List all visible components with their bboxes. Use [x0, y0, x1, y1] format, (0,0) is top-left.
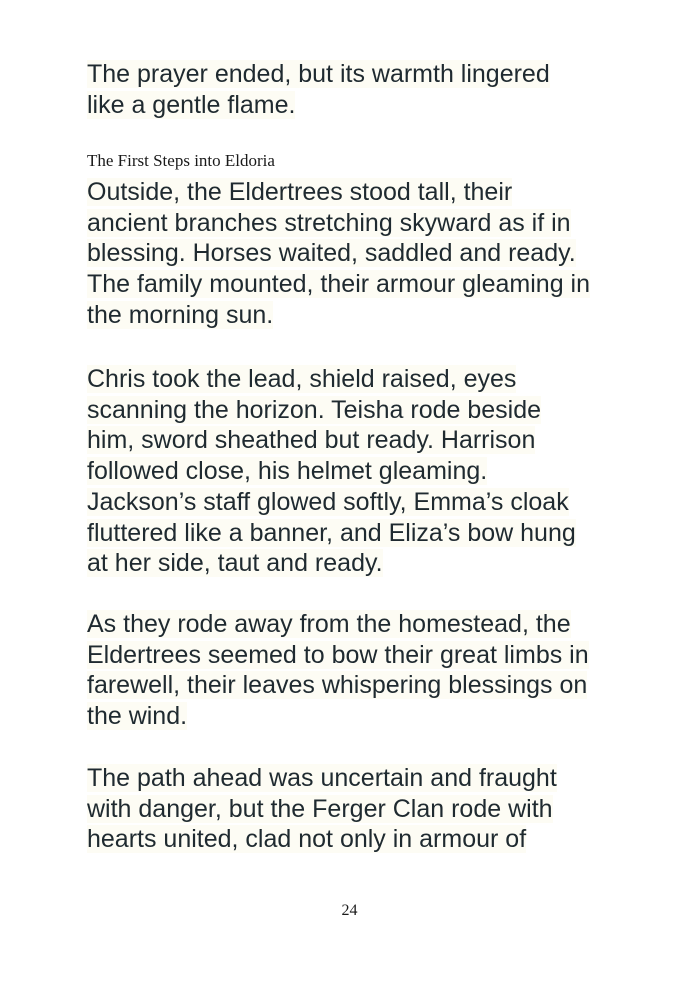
text-line: The path ahead was uncertain and fraught	[87, 764, 557, 792]
text-line: like a gentle flame.	[87, 90, 296, 119]
text-line: The family mounted, their armour gleaming in	[87, 270, 591, 299]
text-line: farewell, their leaves whispering blessings on	[87, 671, 588, 700]
text-line: scanning the horizon. Teisha rode beside	[87, 395, 542, 424]
text-line: As they rode away from the homestead, the	[87, 610, 571, 638]
page-number: 24	[341, 902, 358, 919]
text-line: The prayer ended, but its warmth lingered	[87, 60, 550, 88]
text-line: the morning sun.	[87, 300, 274, 329]
text-line: blessing. Horses waited, saddled and ready.	[87, 239, 576, 268]
text-line: Outside, the Eldertrees stood tall, their	[87, 178, 513, 206]
section-heading: The First Steps into Eldoria	[87, 151, 275, 170]
text-line: Jackson’s staff glowed softly, Emma’s cloak	[87, 487, 569, 516]
text-line: the wind.	[87, 702, 188, 731]
paragraph-chris-lead	[87, 364, 647, 579]
text-line: hearts united, clad not only in armour of	[87, 825, 527, 854]
text-line: at her side, taut and ready.	[87, 549, 383, 578]
text-line: with danger, but the Ferger Clan rode with	[87, 794, 553, 823]
text-line: ancient branches stretching skyward as if in	[87, 208, 571, 237]
text-line: followed close, his helmet gleaming.	[87, 457, 488, 486]
paragraph-rode-away	[87, 609, 647, 732]
paragraph-path-ahead	[87, 763, 647, 855]
paragraph-prayer-ended	[87, 59, 647, 120]
text-line: him, sword sheathed but ready. Harrison	[87, 426, 536, 455]
paragraph-outside	[87, 177, 647, 331]
text-line: Chris took the lead, shield raised, eyes	[87, 365, 517, 393]
text-line: Eldertrees seemed to bow their great limbs in	[87, 640, 589, 669]
text-line: fluttered like a banner, and Eliza’s bow hung	[87, 518, 576, 547]
